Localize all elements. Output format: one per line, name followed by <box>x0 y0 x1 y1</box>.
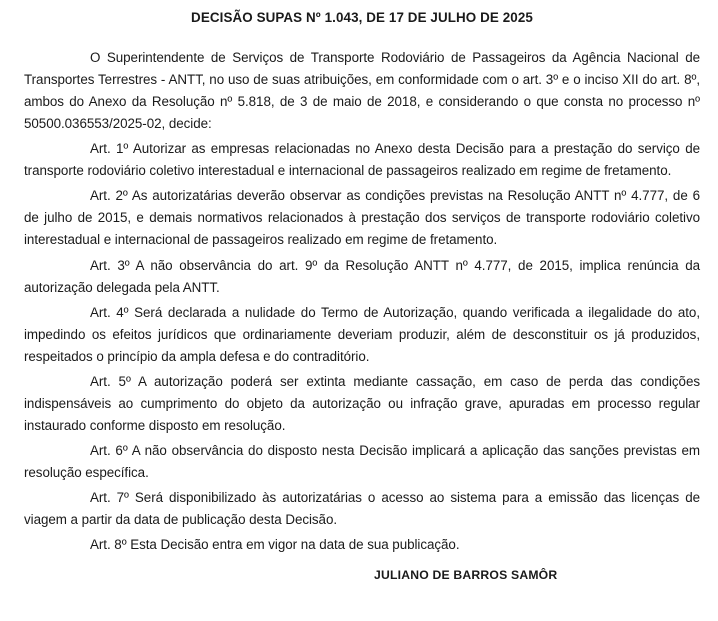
article-5: Art. 5º A autorização poderá ser extinta mediante cassação, em caso de perda das condições indispensáveis ao cumprimento do objeto da autorização ou infração grave, apuradas em processo regular instaurado conforme disposto em resolução. <box>24 374 700 433</box>
article-7: Art. 7º Será disponibilizado às autorizatárias o acesso ao sistema para a emissão das licenças de viagem a partir da data de publicação desta Decisão. <box>24 490 700 527</box>
document-page <box>0 8 718 621</box>
document-title: DECISÃO SUPAS Nº 1.043, DE 17 DE JULHO DE 2025 <box>191 10 533 25</box>
article-8: Art. 8º Esta Decisão entra em vigor na data de sua publicação. <box>90 537 460 552</box>
signature-name: JULIANO DE BARROS SAMÔR <box>374 568 558 582</box>
article-1: Art. 1º Autorizar as empresas relacionadas no Anexo desta Decisão para a prestação do serviço de transporte rodoviário coletivo interestadual e internacional de passageiros realizado em regime de fretamento. <box>24 141 700 178</box>
article-3: Art. 3º A não observância do art. 9º da Resolução ANTT nº 4.777, de 2015, implica renúncia da autorização delegada pela ANTT. <box>24 258 700 295</box>
article-6: Art. 6º A não observância do disposto nesta Decisão implicará a aplicação das sanções previstas em resolução específica. <box>24 443 700 480</box>
article-4: Art. 4º Será declarada a nulidade do Termo de Autorização, quando verificada a ilegalidade do ato, impedindo os efeitos jurídicos que ordinariamente deveriam produzir, além de desconstituir os já produzidos, respeitados o princípio da ampla defesa e do contraditório. <box>24 305 700 364</box>
article-2: Art. 2º As autorizatárias deverão observar as condições previstas na Resolução ANTT nº 4.777, de 6 de julho de 2015, e demais normativos relacionados à prestação dos serviços de transporte rodoviário coletivo interestadual e internacional de passageiros realizado em regime de fretamento. <box>24 188 700 247</box>
intro-paragraph: O Superintendente de Serviços de Transporte Rodoviário de Passageiros da Agência Nacional de Transportes Terrestres - ANTT, no uso de suas atribuições, em conformidade com o art. 3º e o inciso XII do art. 8º, ambos do Anexo da Resolução nº 5.818, de 3 de maio de 2018, e considerando o que consta no processo nº 50500.036553/2025-02, decide: <box>24 50 700 131</box>
